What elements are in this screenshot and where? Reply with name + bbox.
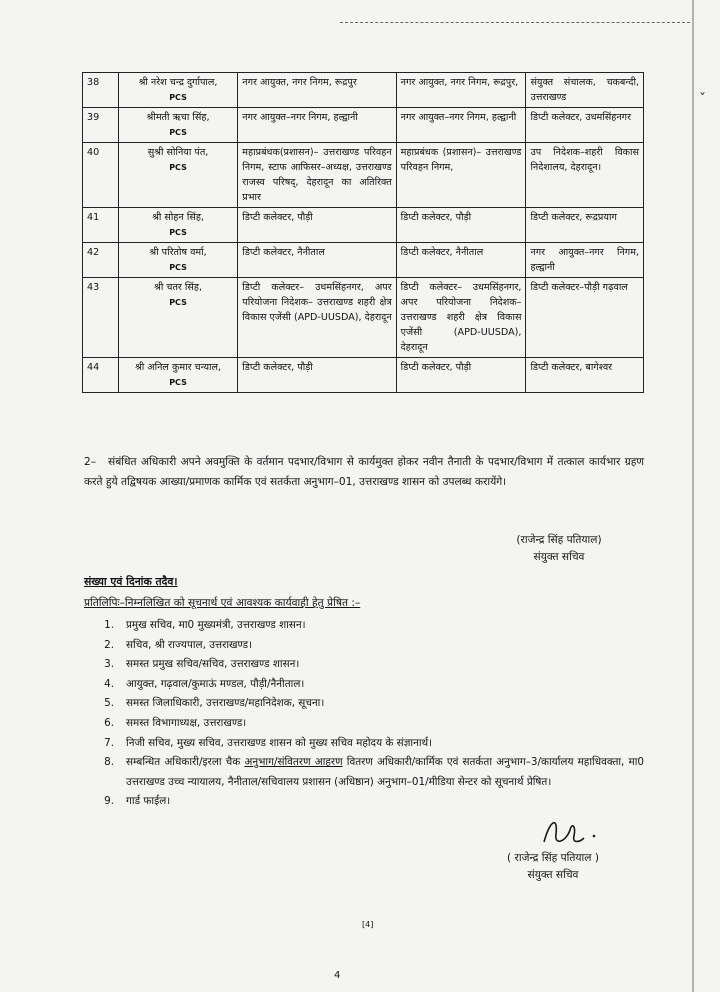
list-text: प्रमुख सचिव, मा0 मुख्यमंत्री, उत्तराखण्ड शासन। <box>126 619 306 631</box>
signature-block-1 <box>484 532 634 566</box>
signature-block-2 <box>478 850 628 884</box>
cadre-label: PCS <box>169 263 187 272</box>
officer-name: श्री सोहन सिंह, <box>152 212 204 223</box>
cadre-label: PCS <box>169 378 187 387</box>
relieved-post-cell: डिप्टी कलेक्टर, पौड़ी <box>396 358 526 393</box>
list-text: आयुक्त, गढ़वाल/कुमाऊं मण्डल, पौड़ी/नैनीताल। <box>126 677 305 690</box>
relieved-post-cell: महाप्रबंधक (प्रशासन)– उत्तराखण्ड परिवहन निगम, <box>396 143 526 208</box>
new-posting-cell: उप निदेशक–शहरी विकास निदेशालय, देहरादून। <box>526 143 644 208</box>
officer-name: सुश्री सोनिया पंत, <box>147 147 209 158</box>
serial-number-cell: 42 <box>83 243 119 278</box>
new-posting-cell: डिप्टी कलेक्टर, रूद्रप्रयाग <box>526 208 644 243</box>
officer-name-cell <box>118 108 238 143</box>
list-text <box>126 753 644 792</box>
cadre-label: PCS <box>169 128 187 137</box>
cadre-label: PCS <box>169 228 187 237</box>
list-item <box>84 714 644 734</box>
list-item <box>84 694 644 714</box>
officer-name-cell <box>118 358 238 393</box>
paragraph-text: संबंधित अधिकारी अपने अवमुक्ति के वर्तमान पदभार/विभाग से कार्यमुक्त होकर नवीन तैनाती के पदभार/विभाग में तत्काल कार्यभार ग्रहण करते हुये तद्विषयक आख्या/प्रमाणक कार्मिक एवं सतर्कता अनुभाग–01, उत्तराखण्ड शासन को उपलब्ध करायेंगे। <box>84 456 644 488</box>
officer-name: श्री परितोष वर्मा, <box>149 247 207 258</box>
copy-list <box>84 616 644 812</box>
cadre-label: PCS <box>169 93 187 102</box>
officer-name-cell <box>118 278 238 358</box>
table-row <box>83 358 644 393</box>
current-post-cell: डिप्टी कलेक्टर, नैनीताल <box>238 243 396 278</box>
list-item <box>84 616 644 636</box>
serial-number-cell: 44 <box>83 358 119 393</box>
list-text-underlined: अनुभाग/संवितरण आहरण <box>244 756 343 769</box>
top-dashed-rule <box>340 22 690 23</box>
current-post-cell: डिप्टी कलेक्टर, पौड़ी <box>238 208 396 243</box>
list-text: गार्ड फाईल। <box>126 795 171 808</box>
list-item <box>84 753 644 792</box>
paragraph-2 <box>84 452 644 492</box>
list-number: 6. <box>104 716 114 729</box>
new-posting-cell: संयुक्त संचालक, चकबन्दी, उत्तराखण्ड <box>526 73 644 108</box>
reference-line: संख्या एवं दिनांक तदैव। <box>84 575 178 588</box>
signatory-name: (राजेन्द्र सिंह पतियाल) <box>516 534 602 546</box>
current-post-cell: महाप्रबंधक(प्रशासन)– उत्तराखण्ड परिवहन निगम, स्टाफ आफिसर–अध्यक्ष, उत्तराखण्ड राजस्व परिषद्, देहरादून का अतिरिक्त प्रभार <box>238 143 396 208</box>
list-number: 3. <box>104 658 114 671</box>
table-row <box>83 278 644 358</box>
list-text: समस्त प्रमुख सचिव/सचिव, उत्तराखण्ड शासन। <box>126 658 300 671</box>
relieved-post-cell: नगर आयुक्त–नगर निगम, हल्द्वानी <box>396 108 526 143</box>
serial-number-cell: 39 <box>83 108 119 143</box>
list-number: 4. <box>104 677 114 690</box>
relieved-post-cell: नगर आयुक्त, नगर निगम, रूद्रपुर, <box>396 73 526 108</box>
table-row <box>83 143 644 208</box>
serial-number-cell: 43 <box>83 278 119 358</box>
officer-name: श्री नरेश चन्द्र दुर्गापाल, <box>138 77 218 88</box>
officer-name-cell <box>118 143 238 208</box>
new-posting-cell: डिप्टी कलेक्टर, उधमसिंहनगर <box>526 108 644 143</box>
list-text-post: वितरण अधिकारी/कार्मिक एवं सतर्कता अनुभाग–3/कार्यालय महाधिवक्ता, मा0 उत्तराखण्ड उच्च न्यायालय, नैनीताल/सचिवालय प्रशासन (अधिष्ठान) अनुभाग–01/मीडिया सेन्टर को सूचनार्थ प्रेषित। <box>126 756 644 788</box>
transfer-table <box>82 72 644 393</box>
new-posting-cell: नगर आयुक्त–नगर निगम, हल्द्वानी <box>526 243 644 278</box>
current-post-cell: डिप्टी कलेक्टर– उधमसिंहनगर, अपर परियोजना निदेशक– उत्तराखण्ड शहरी क्षेत्र विकास एजेंसी (APD-UUSDA), देहरादून <box>238 278 396 358</box>
new-posting-cell: डिप्टी कलेक्टर, बागेश्वर <box>526 358 644 393</box>
list-text-pre: सम्बन्धित अधिकारी/इरला चैक <box>126 756 245 769</box>
serial-number-cell: 38 <box>83 73 119 108</box>
table-row <box>83 208 644 243</box>
relieved-post-cell: डिप्टी कलेक्टर, नैनीताल <box>396 243 526 278</box>
list-number: 9. <box>104 795 114 808</box>
signatory-designation: संयुक्त सचिव <box>527 869 579 881</box>
officer-name-cell <box>118 243 238 278</box>
list-number: 1. <box>104 619 114 631</box>
list-text: समस्त जिलाधिकारी, उत्तराखण्ड/महानिदेशक, सूचना। <box>126 697 325 710</box>
signatory-name: ( राजेन्द्र सिंह पतियाल ) <box>507 852 599 864</box>
relieved-post-cell: डिप्टी कलेक्टर– उधमसिंहनगर, अपर परियोजना निदेशक– उत्तराखण्ड शहरी क्षेत्र विकास एजेंसी (APD-UUSDA), देहरादून <box>396 278 526 358</box>
officer-name: श्रीमती ऋचा सिंह, <box>146 112 210 123</box>
list-text: सचिव, श्री राज्यपाल, उत्तराखण्ड। <box>126 638 252 651</box>
list-text: निजी सचिव, मुख्य सचिव, उत्तराखण्ड शासन को मुख्य सचिव महोदय के संज्ञानार्थ। <box>126 736 433 749</box>
serial-number-cell: 40 <box>83 143 119 208</box>
list-number: 8. <box>104 756 114 769</box>
officer-name-cell <box>118 73 238 108</box>
signatory-designation: संयुक्त सचिव <box>533 551 585 563</box>
list-item <box>84 675 644 695</box>
list-item <box>84 636 644 656</box>
table-row <box>83 243 644 278</box>
margin-mark: ˇ <box>699 92 706 108</box>
serial-number-cell: 41 <box>83 208 119 243</box>
current-post-cell: नगर आयुक्त, नगर निगम, रूद्रपुर <box>238 73 396 108</box>
list-number: 2. <box>104 638 114 651</box>
relieved-post-cell: डिप्टी कलेक्टर, पौड़ी <box>396 208 526 243</box>
list-number: 7. <box>104 736 114 749</box>
list-item <box>84 792 644 812</box>
officer-name: श्री अनिल कुमार चन्याल, <box>134 362 222 373</box>
list-item <box>84 734 644 754</box>
cadre-label: PCS <box>169 298 187 307</box>
officer-name-cell <box>118 208 238 243</box>
page-number: 4 <box>334 970 341 981</box>
list-text: समस्त विभागाध्यक्ष, उत्तराखण्ड। <box>126 716 247 729</box>
page-edge-shadow <box>692 0 694 992</box>
table-row <box>83 108 644 143</box>
list-number: 5. <box>104 697 114 710</box>
new-posting-cell: डिप्टी कलेक्टर–पौड़ी गढ़वाल <box>526 278 644 358</box>
current-post-cell: नगर आयुक्त–नगर निगम, हल्द्वानी <box>238 108 396 143</box>
list-item <box>84 655 644 675</box>
footer-mark: [4] <box>362 920 374 929</box>
copy-heading: प्रतिलिपिः–निम्नलिखित को सूचनार्थ एवं आवश्यक कार्यवाही हेतु प्रेषित :– <box>84 597 361 609</box>
cadre-label: PCS <box>169 163 187 172</box>
officer-name: श्री चतर सिंह, <box>154 282 203 293</box>
table-row <box>83 73 644 108</box>
current-post-cell: डिप्टी कलेक्टर, पौड़ी <box>238 358 396 393</box>
paragraph-number: 2– <box>84 456 97 468</box>
